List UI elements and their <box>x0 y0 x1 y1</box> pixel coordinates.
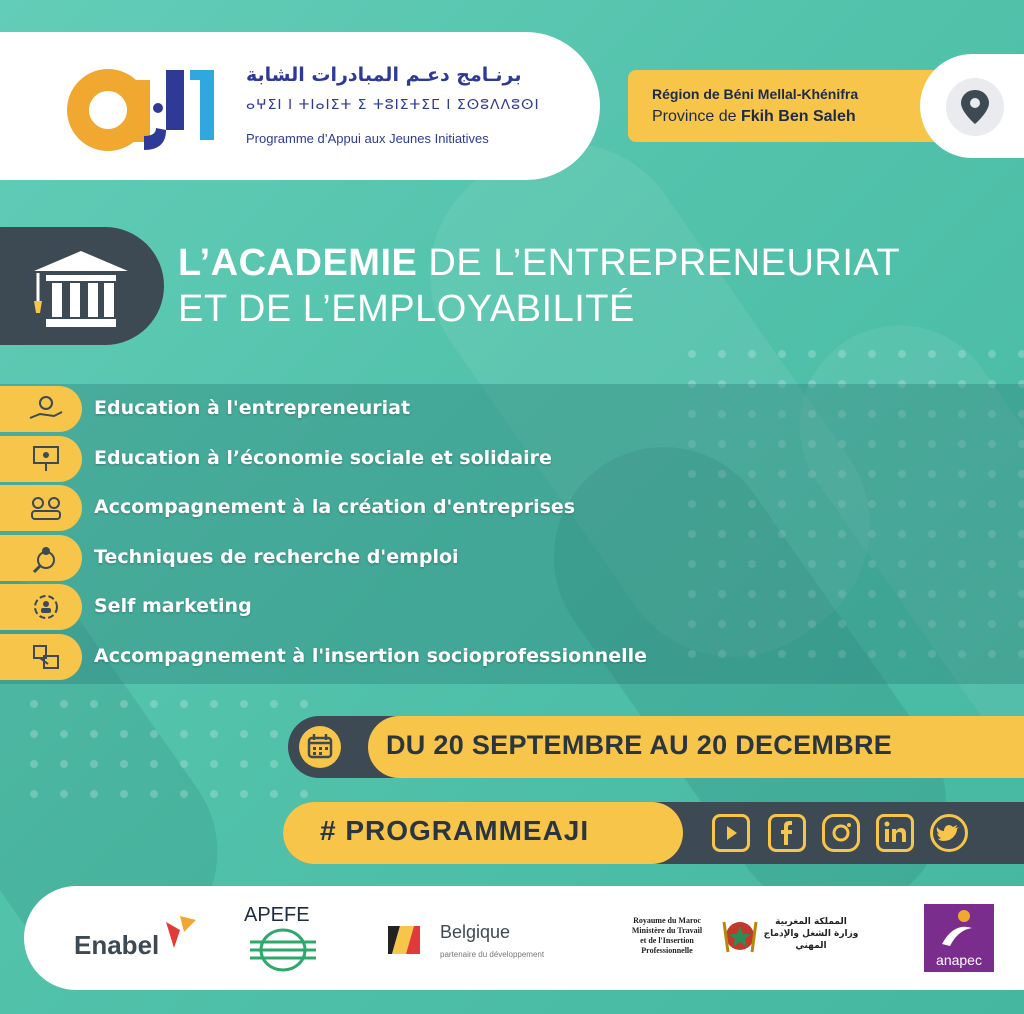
service-label: Education à l'entrepreneuriat <box>94 397 411 419</box>
academy-title-line1 <box>178 240 900 286</box>
service-item <box>0 535 1024 581</box>
belgique-logo: Belgique <box>440 922 511 942</box>
anapec-label: anapec <box>936 952 982 968</box>
service-item <box>0 634 1024 680</box>
apefe-logo: APEFE <box>244 904 310 926</box>
service-icon-tab <box>0 584 82 630</box>
morocco-emblem-icon <box>718 912 762 960</box>
ministry-name-french: Royaume du Maroc Ministère du Travail et de l'Insertion Professionnelle <box>631 916 703 955</box>
location-pin-icon <box>946 78 1004 136</box>
enabel-mark-icon <box>160 912 200 952</box>
instagram-icon[interactable] <box>822 814 860 852</box>
brand-name-arabic: برنـامج دعـم المبادرات الشابة <box>246 64 522 86</box>
job-search-icon <box>26 543 66 573</box>
belgique-subtitle: partenaire du développement <box>440 950 545 959</box>
bg-dots <box>30 700 308 798</box>
calendar-icon <box>298 725 342 769</box>
service-item <box>0 386 1024 432</box>
service-icon-tab <box>0 485 82 531</box>
hashtag-text: # PROGRAMMEAJI <box>320 815 590 846</box>
academy-title-line2: ET DE L’EMPLOYABILITÉ <box>178 288 635 330</box>
service-item <box>0 436 1024 482</box>
academy-title-rest: DE L’ENTREPRENEURIAT <box>417 242 901 284</box>
twitter-icon[interactable] <box>930 814 968 852</box>
hand-lightbulb-icon <box>26 394 66 424</box>
location-badge-inner <box>946 78 1004 136</box>
service-icon-tab <box>0 436 82 482</box>
aji-logo-icon <box>66 66 236 154</box>
service-label: Accompagnement à la création d'entreprises <box>94 496 576 518</box>
region-name: Région de Béni Mellal-Khénifra <box>652 86 859 102</box>
brand-name-tifinagh: ⴰⵖⵉⵏ ⵏ ⵜⵏⴰⵏⵉⵜ ⵉ ⵜⵓⵏⵉⵜⵉⵎ ⵏ ⵉⵙⵓⴷⴷⵓⵙⵏ <box>246 97 540 113</box>
province-bold: Fkih Ben Saleh <box>740 108 856 125</box>
date-range-text: DU 20 SEPTEMBRE AU 20 DECEMBRE <box>386 730 893 760</box>
service-label: Education à l’économie sociale et solidaire <box>94 447 552 469</box>
service-label: Self marketing <box>94 595 252 617</box>
apefe-globe-icon <box>248 928 318 972</box>
facebook-icon[interactable] <box>768 814 806 852</box>
insertion-icon <box>26 642 66 672</box>
youtube-icon[interactable] <box>712 814 750 852</box>
service-icon-tab <box>0 386 82 432</box>
province-name <box>652 108 856 126</box>
academy-title-bold: L’ACADEMIE <box>178 242 418 284</box>
region-box <box>628 70 948 142</box>
province-prefix: Province de <box>652 108 741 125</box>
group-meeting-icon <box>26 493 66 523</box>
academy-title <box>178 240 900 332</box>
brand-name-french: Programme d’Appui aux Jeunes Initiatives <box>246 131 489 146</box>
presentation-icon <box>26 444 66 474</box>
service-icon-tab <box>0 535 82 581</box>
service-item <box>0 485 1024 531</box>
self-marketing-icon <box>26 592 66 622</box>
service-label: Accompagnement à l'insertion socioprofessionnelle <box>94 645 647 667</box>
linkedin-icon[interactable] <box>876 814 914 852</box>
service-icon-tab <box>0 634 82 680</box>
service-label: Techniques de recherche d'emploi <box>94 546 459 568</box>
service-item <box>0 584 1024 630</box>
belgique-flag-icon <box>384 920 424 960</box>
anapec-figure-icon <box>924 904 994 952</box>
anapec-logo <box>924 904 994 972</box>
academy-tab <box>0 227 164 345</box>
graduation-cap-icon <box>26 243 136 333</box>
ministry-name-arabic: المملكة المغربية وزارة الشغل والإدماج المهني <box>763 917 859 951</box>
enabel-logo: Enabel <box>74 930 160 960</box>
